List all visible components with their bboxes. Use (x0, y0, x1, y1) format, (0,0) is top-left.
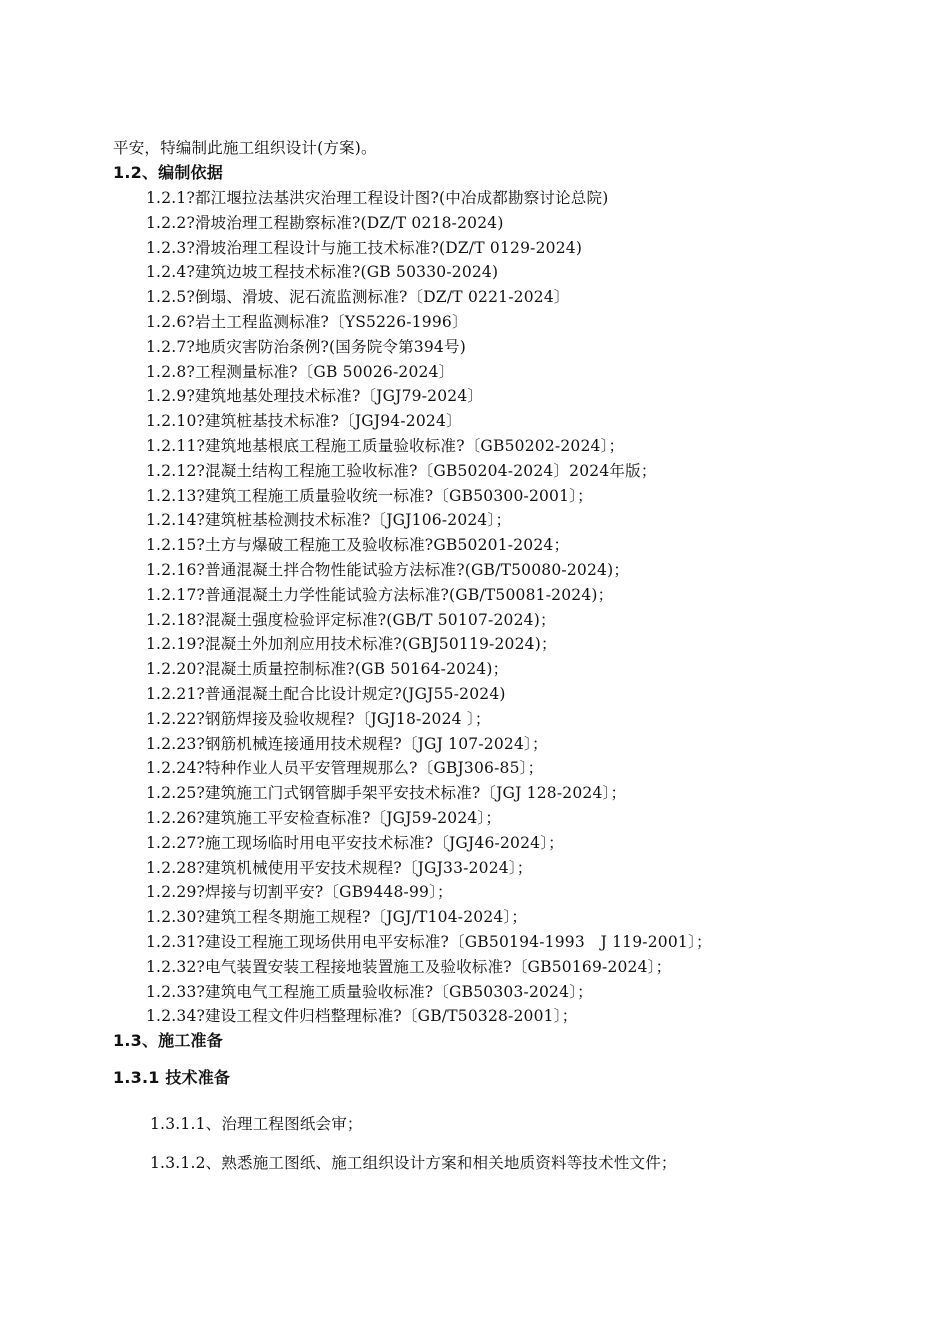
list-item: 1.2.20?混凝土质量控制标准?(GB 50164-2024)； (146, 660, 509, 679)
list-item: 1.2.31?建设工程施工现场供用电平安标准?〔GB50194-1993 J 119-2001〕； (146, 933, 712, 951)
list-item: 1.2.28?建筑机械使用平安技术规程?〔JGJ33-2024〕； (146, 858, 533, 877)
list-item: 1.2.16?普通混凝土拌合物性能试验方法标准?(GB/T50080-2024)； (146, 561, 630, 579)
list-item: 1.2.30?建筑工程冬期施工规程?〔JGJ/T104-2024〕； (146, 908, 528, 927)
list-item: 1.2.29?焊接与切割平安?〔GB9448-99〕； (146, 883, 453, 902)
list-item: 1.2.10?建筑桩基技术标准?〔JGJ94-2024〕 (146, 412, 462, 431)
list-item: 1.2.4?建筑边坡工程技术标准?(GB 50330-2024) (146, 263, 499, 282)
list-item: 1.2.23?钢筋机械连接通用技术规程?〔JGJ 107-2024〕； (146, 734, 548, 753)
list-item: 1.2.27?施工现场临时用电平安技术标准?〔JGJ46-2024〕； (146, 833, 564, 852)
list-item: 1.2.24?特种作业人员平安管理规那么?〔GBJ306-85〕； (146, 759, 544, 778)
list-item: 1.2.18?混凝土强度检验评定标准?(GB/T 50107-2024)； (146, 610, 556, 629)
list-item: 1.2.33?建筑电气工程施工质量验收标准?〔GB50303-2024〕； (146, 982, 593, 1001)
list-item: 1.2.34?建设工程文件归档整理标准?〔GB/T50328-2001〕； (146, 1007, 578, 1026)
list-item: 1.2.21?普通混凝土配合比设计规定?(JGJ55-2024) (146, 685, 506, 703)
list-item: 1.2.7?地质灾害防治条例?(国务院令第394号) (146, 337, 466, 356)
list-item: 1.2.26?建筑施工平安检查标准?〔JGJ59-2024〕； (146, 809, 502, 827)
list-item: 1.2.1?都江堰拉法基洪灾治理工程设计图?(中冶成都勘察讨论总院) (146, 189, 609, 207)
list-item: 1.2.8?工程测量标准?〔GB 50026-2024〕 (146, 362, 455, 381)
list-item: 1.2.15?土方与爆破工程施工及验收标准?GB50201-2024； (146, 536, 570, 555)
list-item: 1.2.6?岩土工程监测标准?〔YS5226-1996〕 (146, 313, 468, 331)
list-item: 1.2.5?倒塌、滑坡、泥石流监测标准?〔DZ/T 0221-2024〕 (146, 288, 570, 307)
subsection-heading-1-3-1: 1.3.1 技术准备 (113, 1068, 231, 1087)
list-item: 1.3.1.2、熟悉施工图纸、施工组织设计方案和相关地质资料等技术性文件； (150, 1154, 677, 1172)
list-item: 1.2.11?建筑地基根底工程施工质量验收标准?〔GB50202-2024〕； (146, 437, 625, 455)
list-item: 1.2.19?混凝土外加剂应用技术标准?(GBJ50119-2024)； (146, 635, 557, 654)
list-item: 1.2.17?普通混凝土力学性能试验方法标准?(GB/T50081-2024)； (146, 585, 614, 604)
list-item: 1.2.13?建筑工程施工质量验收统一标准?〔GB50300-2001〕； (146, 486, 593, 505)
list-item: 1.2.3?滑坡治理工程设计与施工技术标准?(DZ/T 0129-2024) (146, 238, 583, 257)
list-item: 1.2.12?混凝土结构工程施工验收标准?〔GB50204-2024〕2024年版； (146, 461, 657, 480)
list-item: 1.2.9?建筑地基处理技术标准?〔JGJ79-2024〕 (146, 387, 484, 406)
list-item: 1.2.2?滑坡治理工程勘察标准?(DZ/T 0218-2024) (146, 213, 504, 232)
section-heading-1-2: 1.2、编制依据 (113, 163, 223, 182)
list-item: 1.3.1.1、治理工程图纸会审； (150, 1115, 363, 1133)
list-item: 1.2.14?建筑桩基检测技术标准?〔JGJ106-2024〕； (146, 511, 512, 530)
list-item: 1.2.32?电气装置安装工程接地装置施工及验收标准?〔GB50169-2024〕； (146, 957, 672, 976)
list-item: 1.2.25?建筑施工门式钢管脚手架平安技术标准?〔JGJ 128-2024〕； (146, 784, 627, 803)
section-heading-1-3: 1.3、施工准备 (113, 1031, 223, 1050)
list-item: 1.2.22?钢筋焊接及验收规程?〔JGJ18-2024 〕； (146, 709, 491, 728)
intro-text: 平安，特编制此施工组织设计(方案)。 (113, 139, 377, 157)
